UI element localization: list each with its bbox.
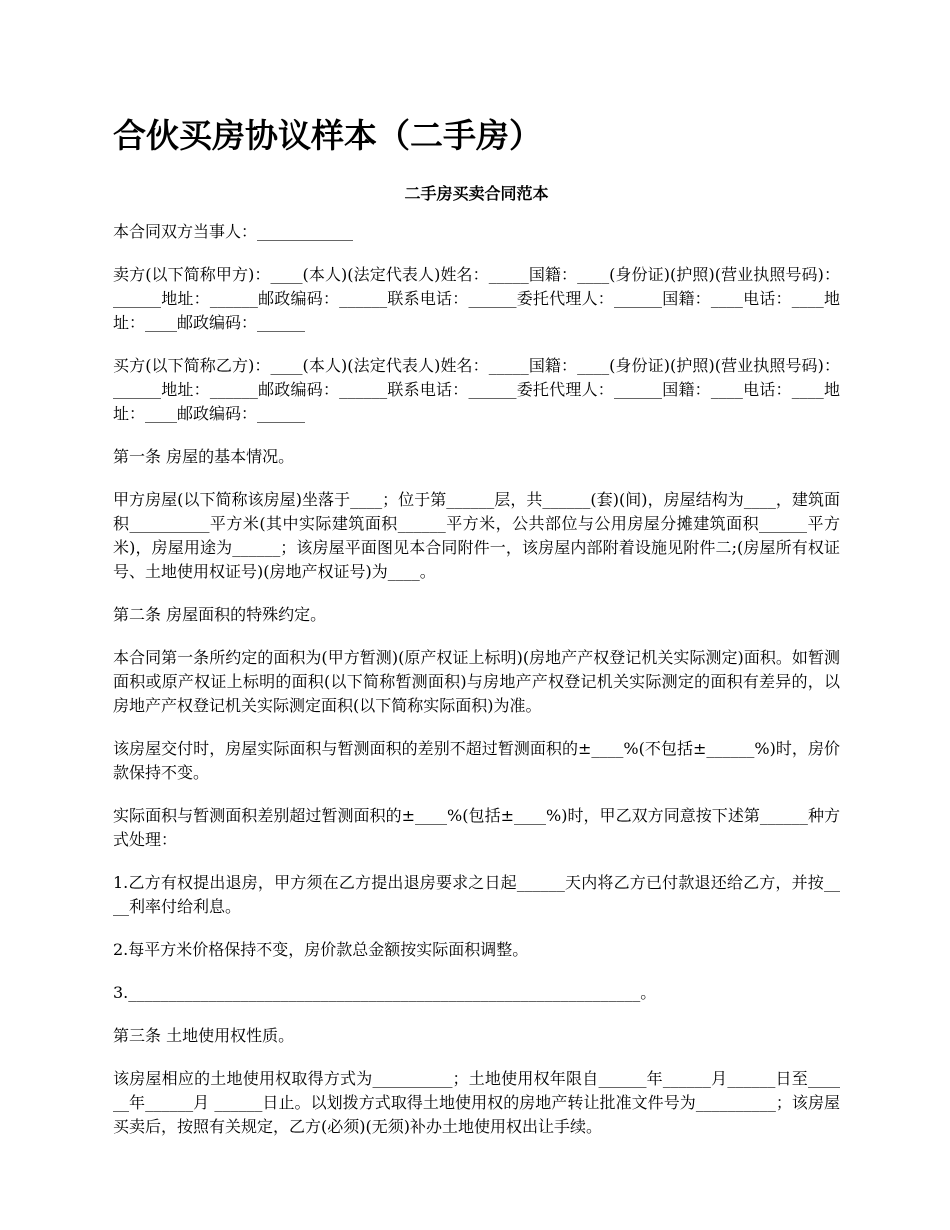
seller-info: 卖方(以下简称甲方)：____(本人)(法定代表人)姓名：_____国籍：____(身份证)(护照)(营业执照号码)：______地址：______邮政编码：______联系电话：______委托代理人：______国籍：____电话：____地址：____邮政编码：______ <box>113 265 840 332</box>
article-1-heading: 第一条 房屋的基本情况。 <box>113 447 295 466</box>
buyer-info: 买方(以下简称乙方)：____(本人)(法定代表人)姓名：_____国籍：____(身份证)(护照)(营业执照号码)：______地址：______邮政编码：______联系电话：______委托代理人：______国籍：____电话：____地址：____邮政编码：______ <box>113 356 840 423</box>
option-2: 2.每平方米价格保持不变，房价款总金额按实际面积调整。 <box>113 940 529 959</box>
document-title: 合伙买房协议样本（二手房） <box>113 116 542 155</box>
article-1-body: 甲方房屋(以下简称该房屋)坐落于____；位于第______层，共______(套)(间)，房屋结构为____，建筑面积__________平方米(其中实际建筑面积______平方米，公共部位与公用房屋分摊建筑面积______平方米)，房屋用途为______；该房屋平面图见本合同附件一，该房屋内部附着设施见附件二;(房屋所有权证号、土地使用权证号)(房地产权证号)为____。 <box>113 490 840 581</box>
area-tolerance-clause: 该房屋交付时，房屋实际面积与暂测面积的差别不超过暂测面积的±____%(不包括±______%)时，房价款保持不变。 <box>113 739 840 782</box>
parties-intro: 本合同双方当事人：____________ <box>113 222 354 241</box>
article-3-body: 该房屋相应的土地使用权取得方式为__________；土地使用权年限自______年______月______日至______年______月 ______日止。以划拨方式取得土地使用权的房地产转让批准文件号为__________；该房屋买卖后，按照有关规定，乙方(必须)(无须)补办土地使用权出让手续。 <box>113 1069 840 1136</box>
article-2-heading: 第二条 房屋面积的特殊约定。 <box>113 605 327 624</box>
option-3: 3.________________________________________________________________。 <box>113 983 657 1002</box>
article-2-body: 本合同第一条所约定的面积为(甲方暂测)(原产权证上标明)(房地产产权登记机关实际测定)面积。如暂测面积或原产权证上标明的面积(以下简称暂测面积)与房地产产权登记机关实际测定的面积有差异的，以房地产产权登记机关实际测定面积(以下简称实际面积)为准。 <box>113 648 840 715</box>
option-1: 1.乙方有权提出退房，甲方须在乙方提出退房要求之日起______天内将乙方已付款退还给乙方，并按____利率付给利息。 <box>113 873 840 916</box>
area-excess-clause: 实际面积与暂测面积差别超过暂测面积的±____%(包括±____%)时，甲乙双方同意按下述第______种方式处理： <box>113 806 840 849</box>
article-3-heading: 第三条 土地使用权性质。 <box>113 1026 295 1045</box>
contract-subtitle: 二手房买卖合同范本 <box>404 184 549 203</box>
document-page <box>113 112 840 1139</box>
